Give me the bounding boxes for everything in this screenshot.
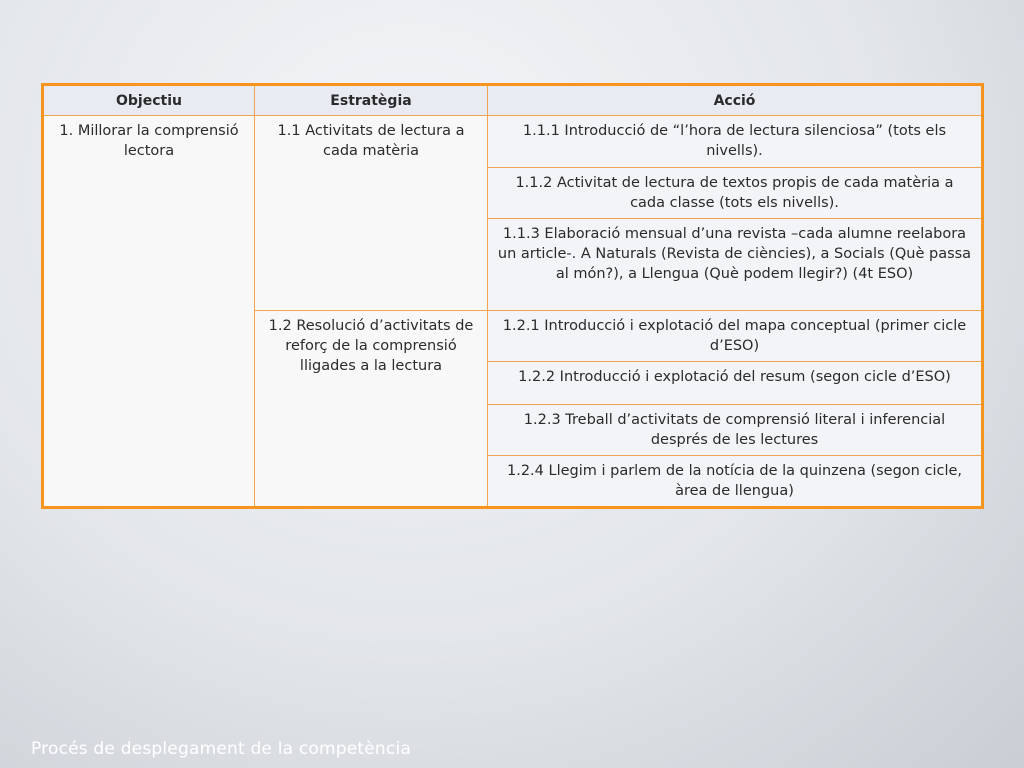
accio-cell: 1.2.2 Introducció i explotació del resum (segon cicle d’ESO) [488, 362, 982, 405]
estrategia-cell: 1.1 Activitats de lectura a cada matèria [255, 116, 488, 311]
accio-cell: 1.1.2 Activitat de lectura de textos propis de cada matèria a cada classe (tots els nivells). [488, 168, 982, 219]
accio-cell: 1.1.3 Elaboració mensual d’una revista –cada alumne reelabora un article-. A Naturals (Revista de ciències), a Socials (Què passa al món?), a Llengua (Què podem llegir?) (4t ESO) [488, 219, 982, 311]
table-row [44, 116, 982, 168]
table-header-row [44, 86, 982, 116]
plan-table [43, 85, 982, 507]
header-estrategia: Estratègia [255, 86, 488, 116]
accio-cell: 1.2.4 Llegim i parlem de la notícia de la quinzena (segon cicle, àrea de llengua) [488, 456, 982, 507]
header-accio: Acció [488, 86, 982, 116]
accio-cell: 1.1.1 Introducció de “l’hora de lectura silenciosa” (tots els nivells). [488, 116, 982, 168]
accio-cell: 1.2.1 Introducció i explotació del mapa conceptual (primer cicle d’ESO) [488, 311, 982, 362]
header-objectiu: Objectiu [44, 86, 255, 116]
estrategia-cell: 1.2 Resolució d’activitats de reforç de la comprensió lligades a la lectura [255, 311, 488, 507]
objectiu-cell: 1. Millorar la comprensió lectora [44, 116, 255, 507]
accio-cell: 1.2.3 Treball d’activitats de comprensió literal i inferencial després de les lectures [488, 405, 982, 456]
slide-footer-title: Procés de desplegament de la competència [31, 739, 411, 759]
